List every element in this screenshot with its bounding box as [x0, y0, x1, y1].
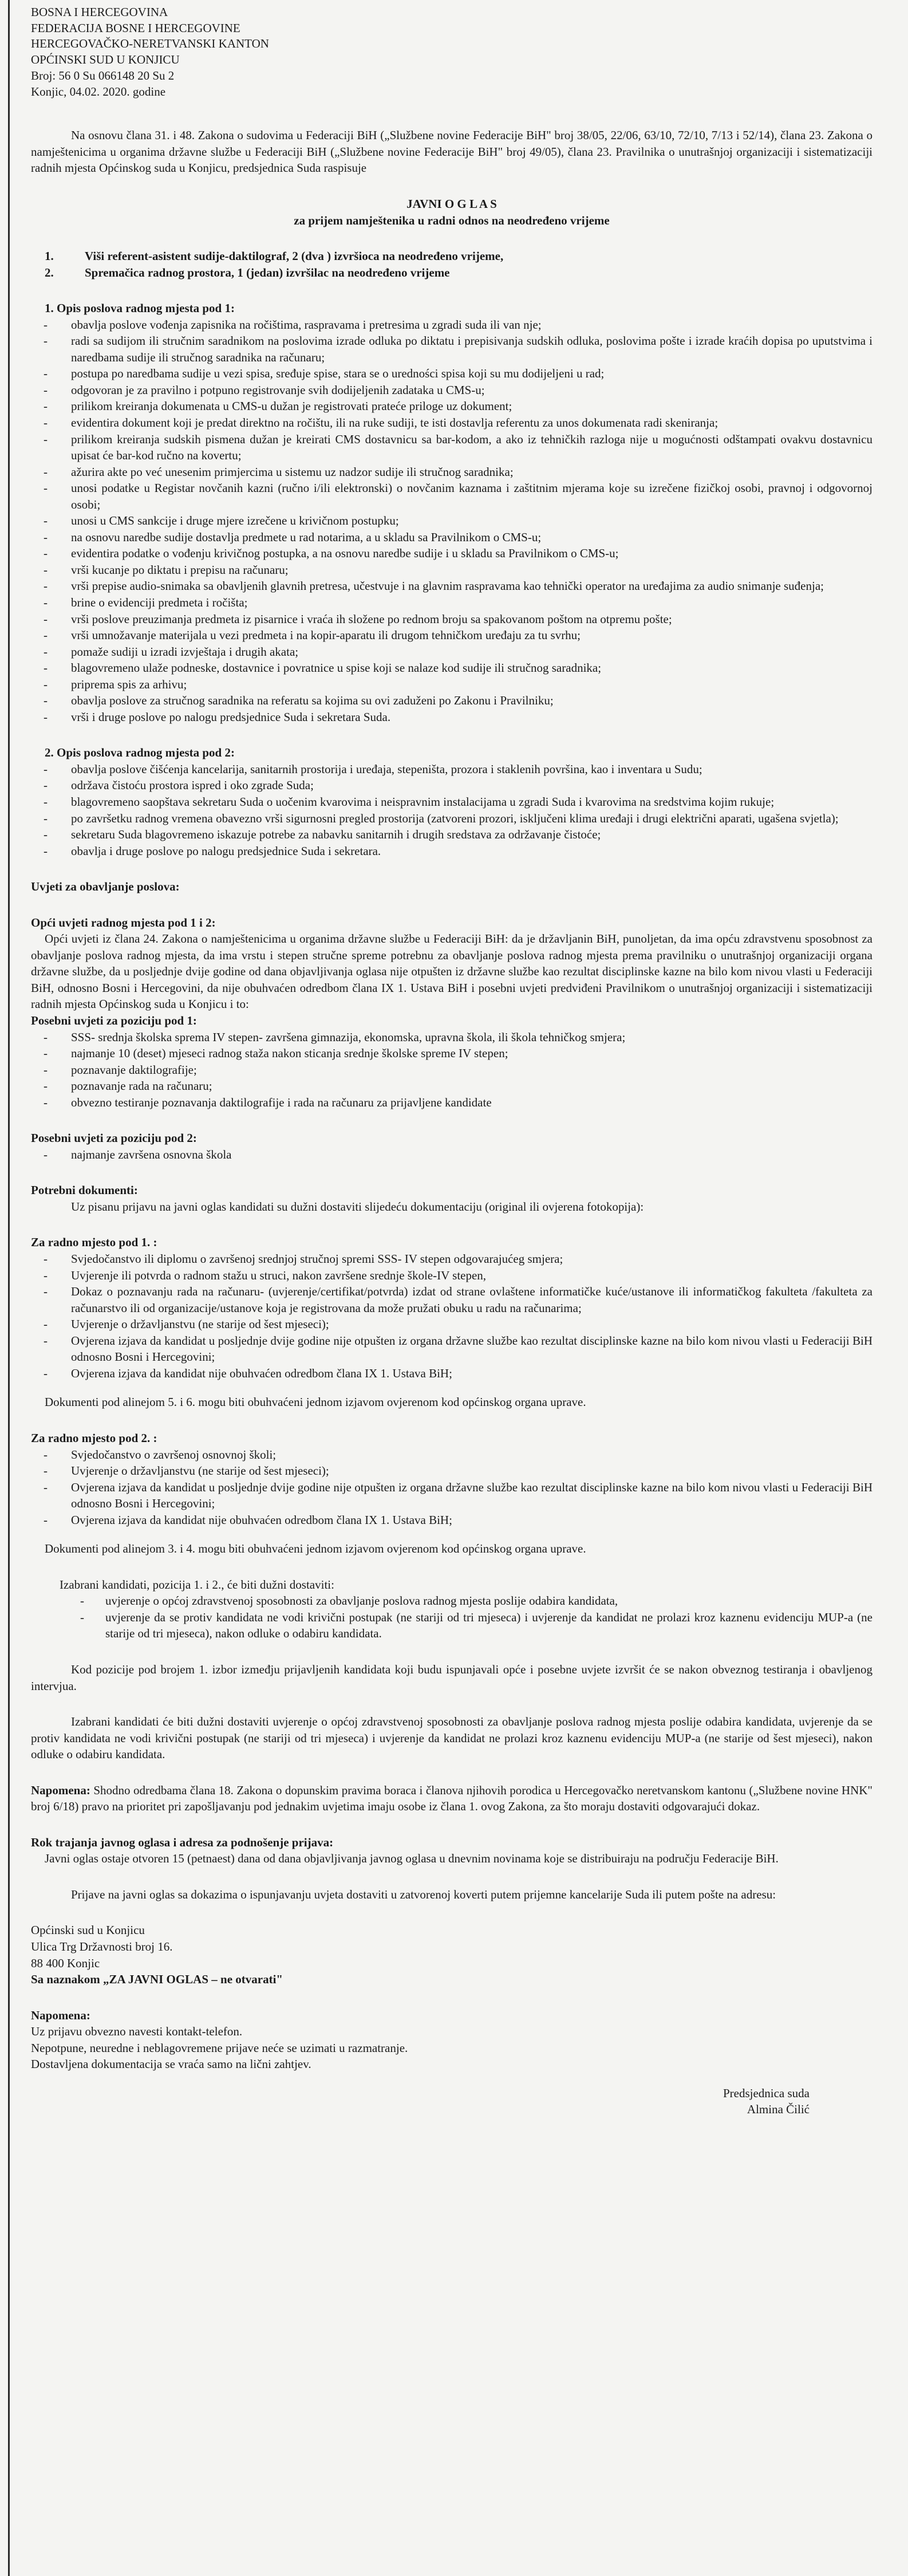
duty-item: - blagovremeno saopštava sekretaru Suda o uočenim kvarovima i neispravnim instalacijama u zgradi Suda i kvarovima na sredstvima kojim rukuje; — [31, 794, 873, 810]
document-item: - Uvjerenje ili potvrda o radnom stažu u struci, nakon završene srednje škole-IV stepen, — [31, 1267, 873, 1284]
duty-item: - obavlja poslove čišćenja kancelarija, sanitarnih prostorija i uređaja, stepeništa, prozora i staklenih površina, kao i inventara u Sudu; — [31, 761, 873, 778]
duty-item: - održava čistoću prostora ispred i oko zgrade Suda; — [31, 777, 873, 794]
condition-item: - poznavanje rada na računaru; — [31, 1078, 873, 1094]
duty-item: - obavlja poslove vođenja zapisnika na ročištima, raspravama i pretresima u zgradi suda ili van nje; — [31, 317, 873, 333]
job1-duties — [31, 317, 873, 726]
position-number: 2. — [45, 265, 54, 279]
court-address — [31, 1922, 873, 1987]
special-conditions-1-title: Posebni uvjeti za poziciju pod 1: — [31, 1014, 197, 1028]
general-conditions-title: Opći uvjeti radnog mjesta pod 1 i 2: — [31, 915, 216, 929]
document-date: Konjic, 04.02. 2020. godine — [31, 84, 166, 99]
selected-documents-paragraph: Izabrani kandidati će biti dužni dostaviti uvjerenje o općoj zdravstvenoj sposobnosti za obavljanje poslova radnog mjesta poslije odabira kandidata, uvjerenje da se protiv kandidata ne vodi krivični postupak (ne stariji od tri mjeseca) i uvjerenje da kandidat ne prolazi kroz kaznenu evidenciju MUP-a (ne starije od šest mjeseci), nakon odluke o odabiru kandidata. — [31, 1715, 873, 1762]
duty-item: - unosi podatke u Registar novčanih kazni (ručno i/ili elektronski) o novčanim kaznama i zaštitnim mjerama koje su izrečene fizičkoj osobi, pravnoj i odgovornoj osobi; — [31, 480, 873, 513]
ad-subtitle: za prijem namještenika u radni odnos na neodređeno vrijeme — [294, 213, 610, 227]
final-note-line: Nepotpune, neuredne i neblagovremene prijave neće se uzimati u razmatranje. — [31, 2041, 408, 2055]
ad-title: JAVNI O G L A S — [406, 196, 497, 211]
duty-item: - vrši i druge poslove po nalogu predsjednice Suda i sekretara Suda. — [31, 709, 873, 726]
documents-text: Uz pisanu prijavu na javni oglas kandidati su dužni dostaviti slijedeću dokumentaciju (original ili ovjerena fotokopija): — [71, 1199, 644, 1214]
duty-item: - prilikom kreiranja sudskih pismena dužan je kreirati CMS dostavnicu sa bar-kodom, a ako iz tehničkih razloga nije u mogućnosti odštampati ovakvu dostavnicu upisat će bar-kod ručno na kovertu; — [31, 431, 873, 464]
document-item: - Uvjerenje o državljanstvu (ne starije od šest mjeseci); — [31, 1316, 873, 1333]
address-line: Općinski sud u Konjicu — [31, 1923, 145, 1937]
documents-pos2-list — [31, 1447, 873, 1529]
priority-note-label: Napomena: — [31, 1783, 90, 1797]
duty-item: - priprema spis za arhivu; — [31, 676, 873, 693]
condition-item: - najmanje 10 (deset) mjeseci radnog staža nakon sticanja srednje školske spreme IV stepen; — [31, 1045, 873, 1062]
duty-item: - postupa po naredbama sudije u vezi spisa, sređuje spise, stara se o uredności spisa koji su mu dodijeljeni u rad; — [31, 365, 873, 382]
duty-item: - vrši poslove preuzimanja predmeta iz pisarnice i vraća ih složene po rednom broju sa spakovanom poštom na otpremu pošte; — [31, 611, 873, 628]
header-line: OPĆINSKI SUD U KONJICU — [31, 53, 180, 67]
general-conditions-text: Opći uvjeti iz člana 24. Zakona o namještenicima u organima državne službe u Federaciji BiH: da je državljanin BiH, punoljetan, da ima opću zdravstvenu sposobnost za obavljanje poslova radnog mjesta, da ima vrstu i stepen stručne spreme potrebnu za obavljanje poslova radnog mjesta prema pravilniku o unutrašnjoj organizaciji organa državne službe, da u posljednje dvije godine od dana objavljivanja oglasa nije otpušten iz državne službe kao rezultat disciplinske kazne na bilo kom nivou vlasti u Federaciji BiH, odnosno Bosni i Hercegovini, da nije obuhvaćen odredbom člana IX 1. Ustava BiH i posebni uvjeti predviđeni Pravilnikom o unutrašnjoj organizaciji i sistematizaciji radnih mjesta Općinskog suda u Konjicu i to: — [31, 932, 873, 1011]
duty-item: - ažurira akte po već unesenim primjercima u sistemu uz nadzor sudije ili stručnog saradnika; — [31, 464, 873, 480]
duty-item: - na osnovu naredbe sudije dostavlja predmete u rad notarima, a u skladu sa Pravilnikom o CMS-u; — [31, 529, 873, 546]
position-item — [31, 265, 873, 281]
duty-item: - vrši umnožavanje materijala u vezi predmeta i na kopir-aparatu ili drugom tehničkom uređaju za tu svrhu; — [31, 627, 873, 644]
signature-role: Predsjednica suda — [723, 2086, 810, 2100]
document-item: - Svjedočanstvo o završenoj osnovnoj školi; — [31, 1447, 873, 1463]
duty-item: - brine o evidenciji predmeta i ročišta; — [31, 594, 873, 611]
case-number: Broj: 56 0 Su 066148 20 Su 2 — [31, 68, 175, 82]
deadline-text: Javni oglas ostaje otvoren 15 (petnaest) dana od dana objavljivanja javnog oglasa u dnevnim novinama koje se distribuiraju na području Federacije BiH. — [45, 1852, 779, 1866]
condition-item: - obvezno testiranje poznavanja daktilografije i rada na računaru za prijavljene kandidate — [31, 1094, 873, 1111]
special-conditions-2-title: Posebni uvjeti za poziciju pod 2: — [31, 1131, 197, 1145]
duty-item: - evidentira dokument koji je predat direktno na ročištu, ili na ruke sudiji, te isti dostavlja referentu za unos dokumenata radi skeniranja; — [31, 415, 873, 431]
envelope-label: Sa naznakom „ZA JAVNI OGLAS – ne otvarati" — [31, 1972, 283, 1987]
position-item — [31, 248, 873, 265]
address-line: Ulica Trg Državnosti broj 16. — [31, 1939, 173, 1953]
document-content — [31, 5, 873, 2118]
header-line: BOSNA I HERCEGOVINA — [31, 5, 168, 19]
document-item: - Ovjerena izjava da kandidat nije obuhvaćen odredbom člana IX 1. Ustava BiH; — [31, 1365, 873, 1382]
duty-item: - pomaže sudiji u izradi izvještaja i drugih akata; — [31, 644, 873, 660]
duty-item: - radi sa sudijom ili stručnim saradnikom na poslovima izrade odluka po diktatu i prepisivanja sudskih odluka, poslovima pošte i izrade kraćih dopisa po uputstvima i naredbama sudije ili stručnog saradnika na računaru; — [31, 333, 873, 365]
duty-item: - evidentira podatke o vođenju krivičnog postupka, a na osnovu naredbe sudije i u skladu sa Pravilnikom o CMS-u; — [31, 545, 873, 562]
condition-item: - poznavanje daktilografije; — [31, 1062, 873, 1078]
duty-item: - blagovremeno ulaže podneske, dostavnice i povratnice u spise koji se nalaze kod sudije ili stručnog saradnika; — [31, 660, 873, 676]
condition-item: - SSS- srednja školska sprema IV stepen- završena gimnazija, ekonomska, upravna škola, ili škola tehničkog smjera; — [31, 1029, 873, 1046]
testing-paragraph: Kod pozicije pod brojem 1. izbor izmeđju prijavljenih kandidata koji budu ispunjavali opće i posebne uvjete izvršit će se nakon obveznog testiranja i obavljenog intervjua. — [31, 1662, 873, 1693]
intro-paragraph: Na osnovu člana 31. i 48. Zakona o sudovima u Federaciji BiH („Službene novine Federacije BiH" broj 38/05, 22/06, 63/10, 72/10, 7/13 i 52/14), člana 23. Zakona o namještenicima u organima državne službe u Federaciji BiH („Službene novine Federacije BiH" broj 49/05), člana 23. Pravilnika o unutrašnjoj organizaciji i sistematizaciji radnih mjesta Općinskog suda u Konjicu, predsjednica Suda raspisuje — [31, 128, 873, 175]
priority-note-text: Shodno odredbama člana 18. Zakona o dopunskim pravima boraca i članova njihovih porodica u Hercegovačko neretvanskom kantonu („Službene novine HNK" broj 6/18) pravo na prioritet pri zapošljavanju pod jednakim uvjetima imaju osobe iz člana 1. ovog Zakona, za što moraju dostaviti odgovarajući dokaz. — [31, 1783, 873, 1814]
final-note-title: Napomena: — [31, 2008, 90, 2022]
document-item: - Dokaz o poznavanju rada na računaru- (uvjerenje/certifikat/potvrda) izdat od strane ovlaštene informatičke kuće/ustanove ili informatičkog fakulteta /fakulteta za računarstvo ili od organizacije/ustanove koja je registrovana da može pružati obuku u radu na računarima; — [31, 1283, 873, 1316]
job1-title: 1. Opis poslova radnog mjesta pod 1: — [45, 301, 235, 316]
position-number: 1. — [45, 249, 54, 263]
special-conditions-1-list — [31, 1029, 873, 1111]
priority-note — [31, 1782, 873, 1815]
final-note-line: Dostavljena dokumentacija se vraća samo na lični zahtjev. — [31, 2057, 311, 2071]
duty-item: - po završetku radnog vremena obavezno vrši sigurnosni pregled prostorija (zatvoreni prozori, isključeni klima uređaji i drugi električni aparati, ugašena svjetla); — [31, 810, 873, 827]
selected-candidates-intro: Izabrani kandidati, pozicija 1. i 2., će biti dužni dostaviti: — [60, 1577, 334, 1592]
documents-pos1-note: Dokumenti pod alinejom 5. i 6. mogu biti obuhvaćeni jednom izjavom ovjerenom kod općinskog organa uprave. — [45, 1395, 586, 1409]
document-item: - Uvjerenje o državljanstvu (ne starije od šest mjeseci); — [31, 1463, 873, 1479]
duty-item: - obavlja i druge poslove po nalogu predsjednice Suda i sekretara. — [31, 843, 873, 860]
position-text: Spremačica radnog prostora, 1 (jedan) izvršilac na neodređeno vrijeme — [85, 265, 450, 279]
submission-text: Prijave na javni oglas sa dokazima o ispunjavanju uvjeta dostaviti u zatvorenoj koverti putem prijemne kancelarije Suda ili putem pošte na adresu: — [71, 1887, 776, 1901]
court-header — [31, 5, 873, 100]
duty-item: - vrši kucanje po diktatu i prepisu na računaru; — [31, 562, 873, 578]
positions-list — [31, 248, 873, 281]
documents-heading: Potrebni dokumenti: — [31, 1183, 138, 1198]
document-item: - Svjedočanstvo ili diplomu o završenoj srednjoj stručnoj spremi SSS- IV stepen odgovarajućeg smjera; — [31, 1251, 873, 1267]
deadline-title: Rok trajanja javnog oglasa i adresa za podnošenje prijava: — [31, 1835, 334, 1849]
conditions-heading: Uvjeti za obavljanje poslova: — [31, 880, 180, 894]
document-item: - Ovjerena izjava da kandidat u posljednje dvije godine nije otpušten iz organa državne službe kao rezultat disciplinske kazne na bilo kom nivou vlasti u Federaciji BiH odnosno Bosni i Hercegovini; — [31, 1479, 873, 1512]
duty-item: - obavlja poslove za stručnog saradnika na referatu sa kojima su ovi zaduženi po Zakonu i Pravilniku; — [31, 692, 873, 709]
position-text: Viši referent-asistent sudije-daktilograf, 2 (dva ) izvršioca na neodređeno vrijeme, — [85, 249, 504, 263]
documents-pos2-note: Dokumenti pod alinejom 3. i 4. mogu biti obuhvaćeni jednom izjavom ovjerenom kod općinskog organa uprave. — [45, 1542, 586, 1556]
document-item: - Ovjerena izjava da kandidat nije obuhvaćen odredbom člana IX 1. Ustava BiH; — [31, 1512, 873, 1529]
condition-item: - najmanje završena osnovna škola — [31, 1147, 873, 1163]
special-conditions-2-list — [31, 1147, 873, 1163]
job2-title: 2. Opis poslova radnog mjesta pod 2: — [45, 746, 235, 760]
job2-duties — [31, 761, 873, 859]
signature-name: Almina Čilić — [747, 2102, 810, 2117]
document-item: - Ovjerena izjava da kandidat u posljednje dvije godine nije otpušten iz organa državne službe kao rezultat disciplinske kazne na bilo kom nivou vlasti u Federaciji BiH odnosno Bosni i Hercegovini; — [31, 1333, 873, 1365]
duty-item: - sekretaru Suda blagovremeno iskazuje potrebe za nabavku sanitarnih i drugih sredstava za održavanje čistoće; — [31, 826, 873, 843]
address-line: 88 400 Konjic — [31, 1956, 100, 1970]
documents-pos1-title: Za radno mjesto pod 1. : — [31, 1235, 157, 1250]
selected-item: - uvjerenje da se protiv kandidata ne vodi krivični postupak (ne stariji od tri mjeseca) i uvjerenje da kandidat ne prolazi kroz kaznenu evidenciju MUP-a (ne starije od tri mjeseca), nakon odluke o odabiru kandidata. — [31, 1609, 873, 1642]
duty-item: - vrši prepise audio-snimaka sa obavljenih glavnih pretresa, učestvuje i na glavnim raspravama kao tehnički operator na uređajima za audio snimanje suđenja; — [31, 578, 873, 594]
documents-pos2-title: Za radno mjesto pod 2. : — [31, 1431, 157, 1445]
header-line: HERCEGOVAČKO-NERETVANSKI KANTON — [31, 37, 269, 51]
selected-candidates-list — [31, 1593, 873, 1642]
duty-item: - odgovoran je za pravilno i potpuno registrovanje svih dodijeljenih zadataka u CMS-u; — [31, 382, 873, 399]
duty-item: - unosi u CMS sankcije i druge mjere izrečene u krivičnom postupku; — [31, 513, 873, 529]
duty-item: - prilikom kreiranja dokumenata u CMS-u dužan je registrovati prateće priloge uz dokument; — [31, 398, 873, 415]
selected-item: - uvjerenje o općoj zdravstvenoj sposobnosti za obavljanje poslova radnog mjesta poslije odabira kandidata, — [31, 1593, 873, 1609]
header-line: FEDERACIJA BOSNE I HERCEGOVINE — [31, 21, 240, 35]
final-note-line: Uz prijavu obvezno navesti kontakt-telefon. — [31, 2024, 243, 2039]
documents-pos1-list — [31, 1251, 873, 1381]
